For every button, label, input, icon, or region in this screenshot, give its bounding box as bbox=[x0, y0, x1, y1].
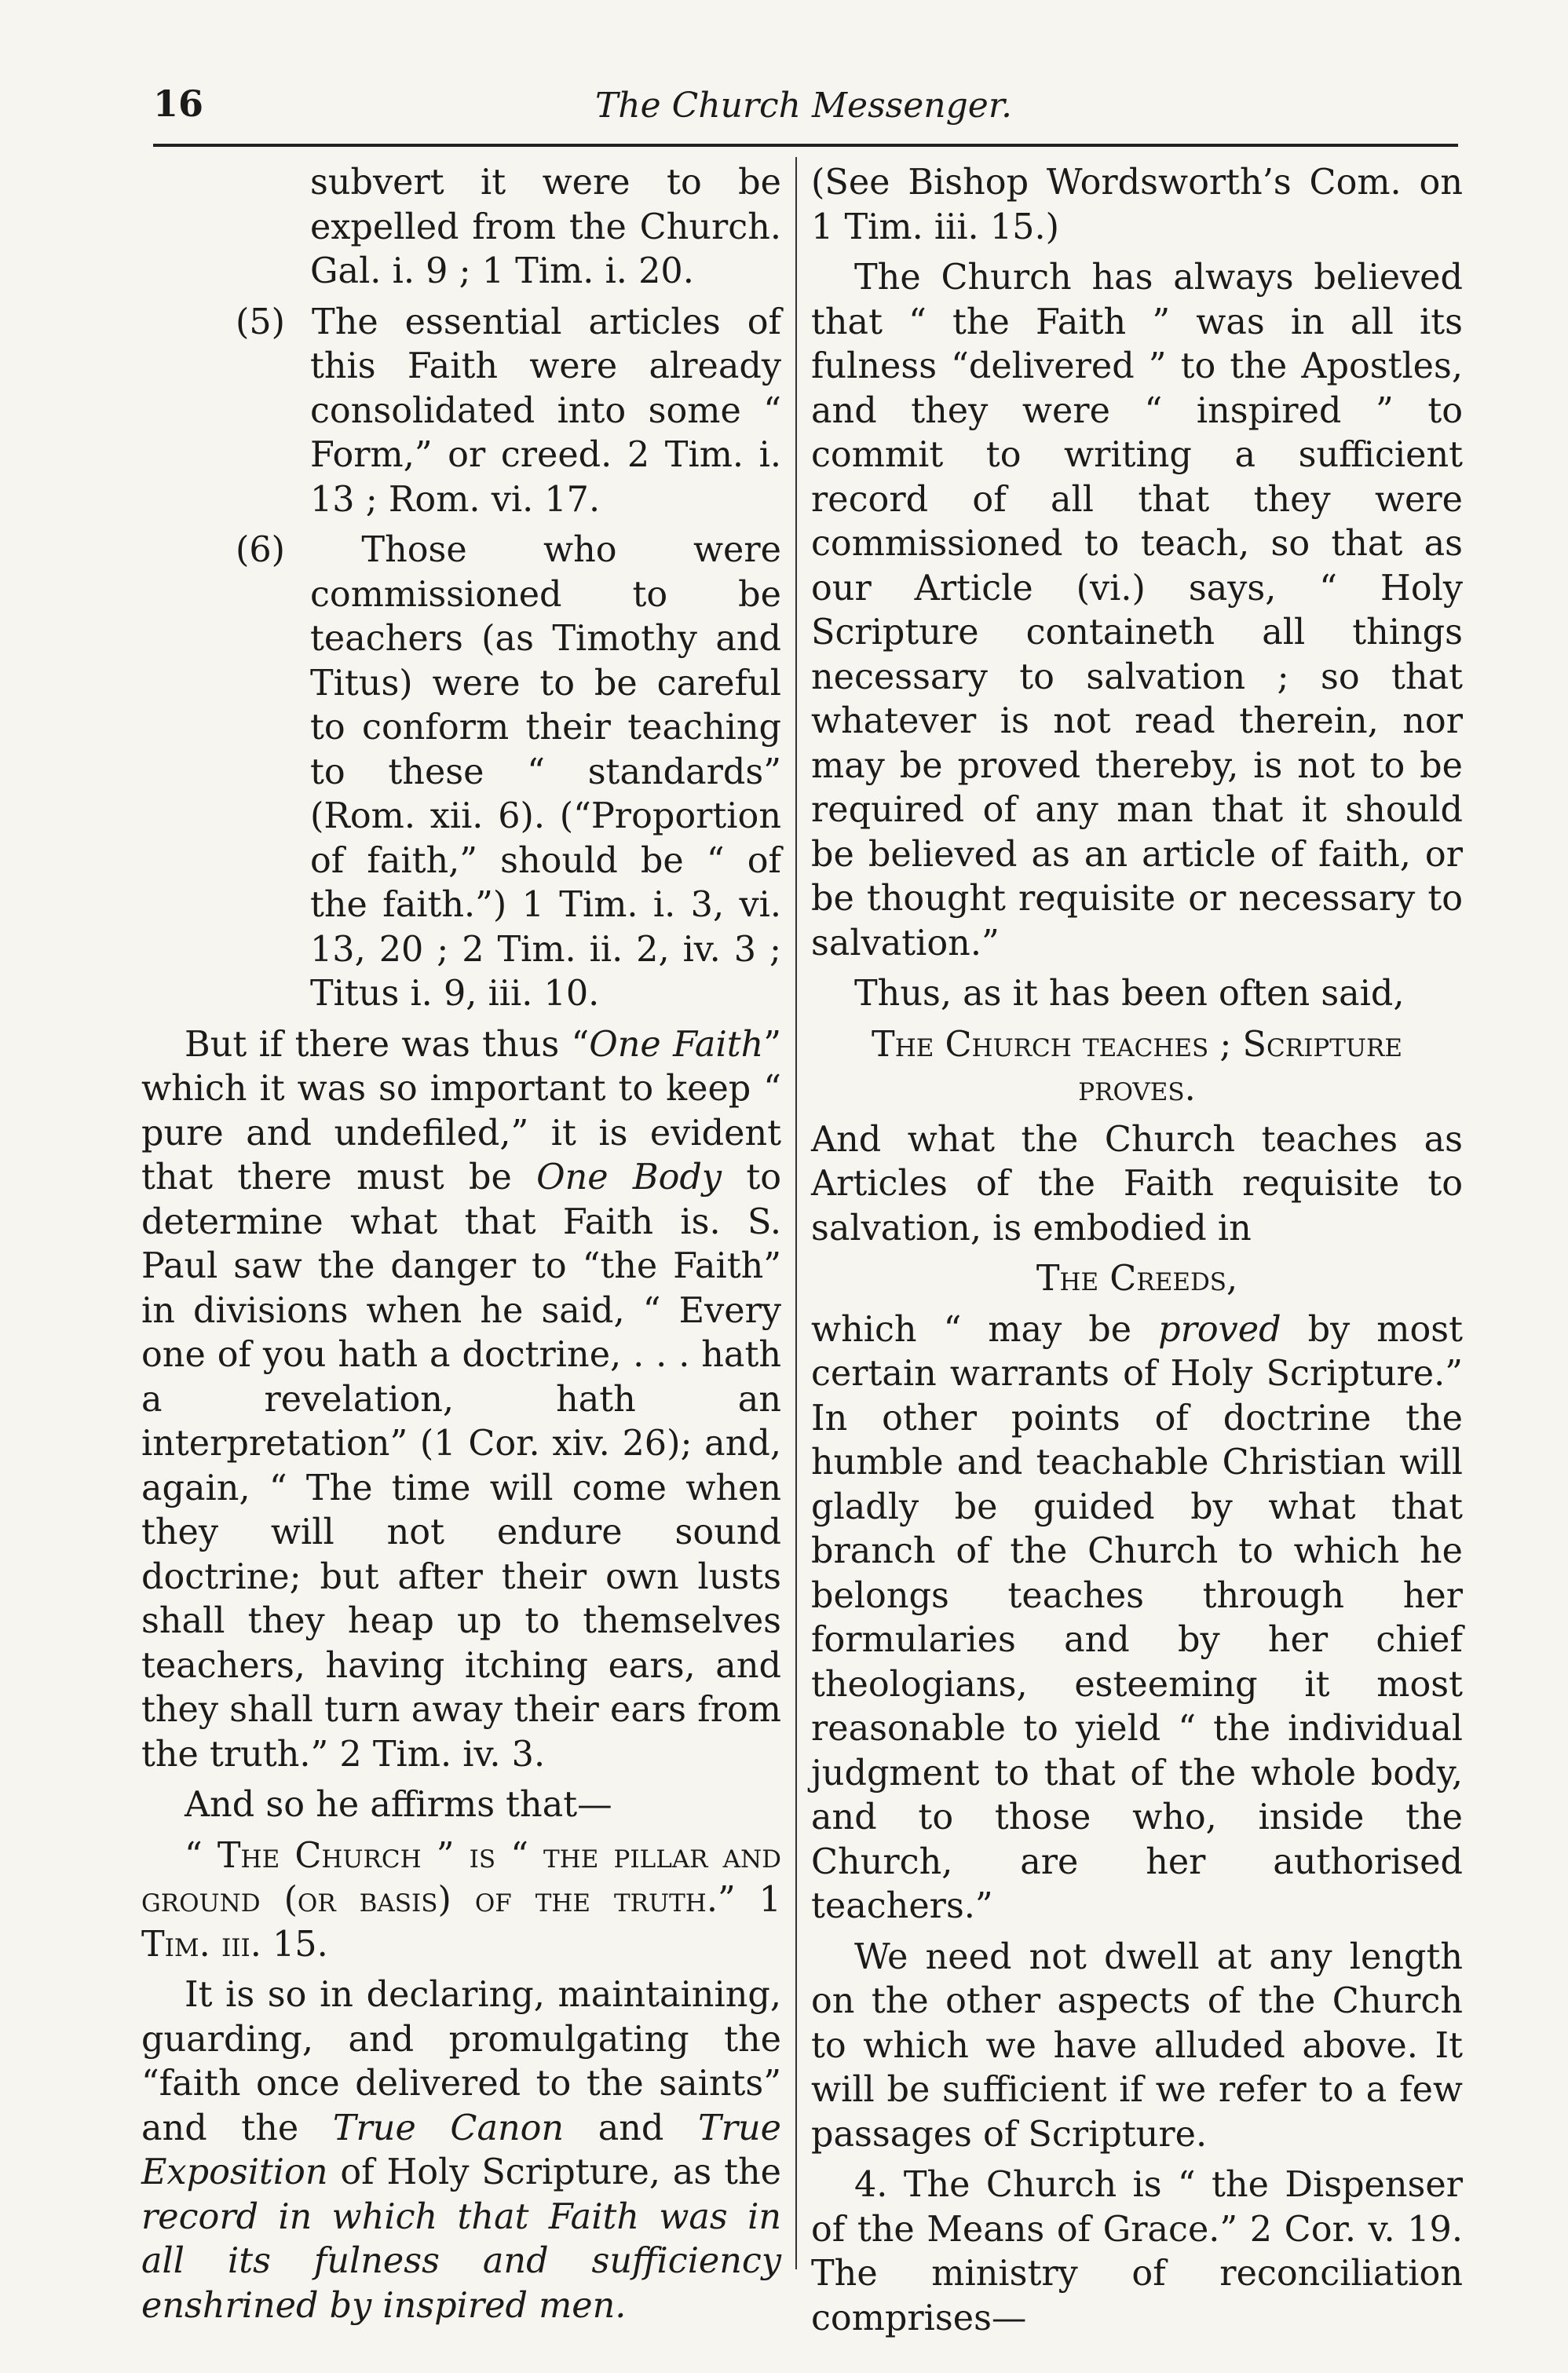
paragraph: And so he affirms that— bbox=[185, 1785, 612, 1825]
left-column bbox=[141, 161, 781, 2335]
paragraph: (See Bishop Wordsworth’s Com. on 1 Tim. iii. 15.) bbox=[811, 163, 1463, 247]
paragraph: We need not dwell at any length on the other aspects of the Church to which we have alluded above. It will be sufficient if we refer to a few passages of Scripture. bbox=[811, 1936, 1463, 2155]
right-column bbox=[811, 161, 1463, 2347]
paragraph: 4. The Church is “ the Dispenser of the Means of Grace.” 2 Cor. v. 19. The ministry of reconciliation comprises— bbox=[811, 2165, 1463, 2338]
text-run: It is so in declaring, maintaining, guarding, and promulgating the “faith once delivered to the saints” and the bbox=[141, 1975, 781, 2148]
header-rule bbox=[153, 144, 1458, 147]
paragraph: And what the Church teaches as Articles of the Faith requisite to salvation, is embodied in bbox=[811, 1119, 1463, 1249]
text-run: of Holy Scripture, as the bbox=[327, 2152, 781, 2192]
section-heading: The Creeds, bbox=[1036, 1259, 1238, 1299]
paragraph: subvert it were to be expelled from the Church. Gal. i. 9 ; 1 Tim. i. 20. bbox=[310, 163, 781, 291]
emphasis-text: True Canon bbox=[332, 2108, 565, 2148]
text-run: But if there was thus “ bbox=[185, 1024, 590, 1065]
paragraph bbox=[141, 1023, 781, 1778]
emphasis-text: True Exposition bbox=[141, 2108, 781, 2192]
emphasis-text: proved bbox=[1158, 1309, 1281, 1350]
text-run: and bbox=[564, 2108, 699, 2148]
maxim-heading: The Church teaches ; Scripture proves. bbox=[872, 1024, 1402, 1109]
paragraph: The Church has always believed that “ the Faith ” was in all its fulness “delivered ” to the Apostles, and they were “ inspired ” to commit to writing a sufficient record of all that they were commissioned to teach, so that as our Article (vi.) says, “ Holy Scripture containeth all things necessary to salvation ; so that whatever is not read therein, nor may be proved thereby, is not to be required of any man that it should be believed as an article of faith, or be thought requisite or necessary to salvation.” bbox=[811, 258, 1463, 963]
text-run: to determine what that Faith is. S. Paul saw the danger to “the Faith” in divisions when he said, “ Every one of you hath a doctrine, . . . hath a revelation, hath an interpretation” (1 Cor. xiv. 26); and, again, “ The time will come when they will not endure sound doctrine; but after their own lusts shall they heap up to themselves teachers, having itching ears, and they shall turn away their ears from the truth.” 2 Tim. iv. 3. bbox=[141, 1157, 782, 1775]
running-head: The Church Messenger. bbox=[594, 86, 1013, 126]
paragraph bbox=[141, 1973, 781, 2328]
emphasis-text: One Faith bbox=[589, 1024, 764, 1065]
quoted-statement: “ The Church ” is “ the pillar and ground (or basis) of the truth.” 1 Tim. iii. 15. bbox=[141, 1835, 781, 1965]
paragraph bbox=[811, 1308, 1463, 1929]
page-number: 16 bbox=[153, 82, 204, 125]
numbered-paragraph: (5) The essential articles of this Faith were already consolidated into some “ Form,” or creed. 2 Tim. i. 13 ; Rom. vi. 17. bbox=[236, 302, 781, 520]
paragraph: Thus, as it has been often said, bbox=[854, 974, 1405, 1014]
emphasis-text: One Body bbox=[536, 1157, 722, 1197]
text-run: by most certain warrants of Holy Scripture.” In other points of doctrine the humble and teachable Christian will gladly be guided by what that branch of the Church to which he belongs teaches through her formularies and by her chief theologians, esteeming it most reasonable to yield “ the individual judgment to that of the whole body, and to those who, inside the Church, are her authorised teachers.” bbox=[811, 1309, 1464, 1926]
emphasis-text: record in which that Faith was in all its fulness and sufficiency enshrined by inspired men. bbox=[141, 2196, 781, 2326]
column-divider bbox=[795, 157, 797, 2269]
text-run: which “ may be bbox=[811, 1309, 1159, 1350]
numbered-paragraph: (6) Those who were commissioned to be teachers (as Timothy and Titus) were to be careful to conform their teaching to these “ standards” (Rom. xii. 6). (“Proportion of faith,” should be “ of the faith.”) 1 Tim. i. 3, vi. 13, 20 ; 2 Tim. ii. 2, iv. 3 ; Titus i. 9, iii. 10. bbox=[236, 530, 781, 1014]
page-header bbox=[153, 82, 1454, 137]
text-run: ” which it was so important to keep “ pure and undefiled,” it is evident that there must be bbox=[141, 1024, 781, 1197]
